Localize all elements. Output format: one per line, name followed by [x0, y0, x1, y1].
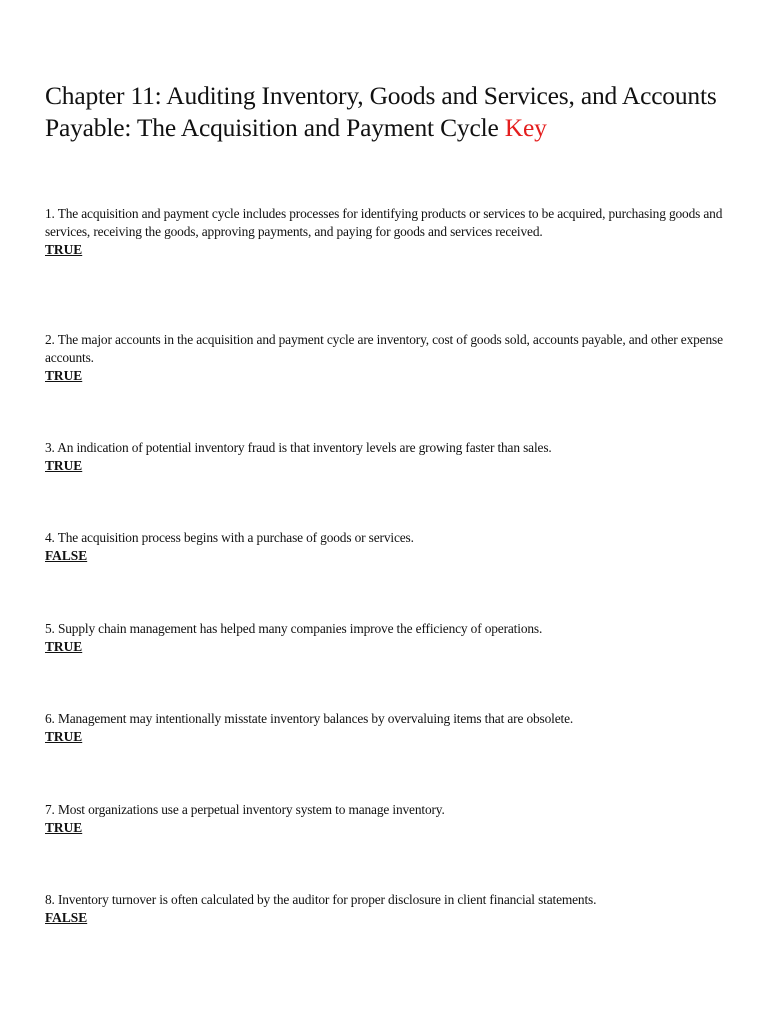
question-text: 3. An indication of potential inventory fraud is that inventory levels are growing faster than sales. [45, 440, 552, 455]
answer-label: FALSE [45, 910, 88, 925]
question-item [45, 205, 735, 259]
answer-label: FALSE [45, 548, 88, 563]
question-text: 5. Supply chain management has helped many companies improve the efficiency of operations. [45, 621, 543, 636]
page-title [45, 80, 745, 144]
question-item [45, 891, 735, 927]
question-item [45, 710, 735, 746]
question-item [45, 331, 735, 385]
answer-label: TRUE [45, 820, 83, 835]
question-text: 2. The major accounts in the acquisition and payment cycle are inventory, cost of goods sold, accounts payable, and other expense accounts. [45, 332, 723, 365]
answer-label: TRUE [45, 729, 83, 744]
question-item [45, 439, 735, 475]
answer-label: TRUE [45, 458, 83, 473]
question-item [45, 801, 735, 837]
answer-label: TRUE [45, 368, 83, 383]
question-text: 1. The acquisition and payment cycle includes processes for identifying products or services to be acquired, purchasing goods and services, receiving the goods, approving payments, and paying for goods and services received. [45, 206, 723, 239]
question-item [45, 620, 735, 656]
title-text: Chapter 11: Auditing Inventory, Goods and Services, and Accounts Payable: The Acquisition and Payment Cycle [45, 81, 717, 142]
answer-label: TRUE [45, 639, 83, 654]
title-key-label: Key [504, 113, 547, 142]
answer-label: TRUE [45, 242, 83, 257]
question-text: 4. The acquisition process begins with a purchase of goods or services. [45, 530, 414, 545]
question-text: 7. Most organizations use a perpetual inventory system to manage inventory. [45, 802, 445, 817]
question-text: 8. Inventory turnover is often calculated by the auditor for proper disclosure in client financial statements. [45, 892, 597, 907]
question-text: 6. Management may intentionally misstate inventory balances by overvaluing items that are obsolete. [45, 711, 574, 726]
question-item [45, 529, 735, 565]
